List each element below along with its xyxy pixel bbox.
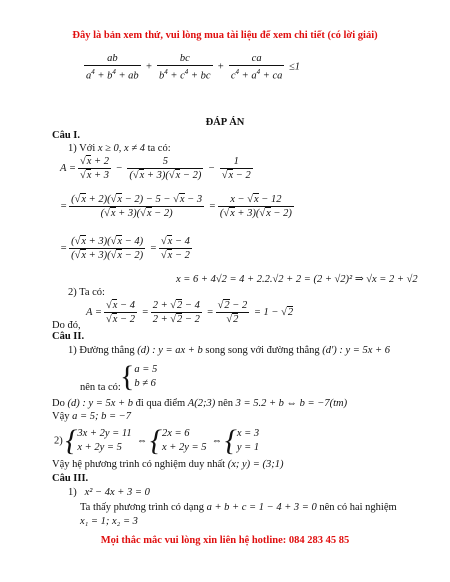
i1-step-3: = $\frac{(√ x + 3)(√ x - 4)}{(√ x + 3)(√ x - 2)}$ = √ x − 4 √ x − 2 [60,235,194,262]
ii2-eq5: x = 3 [236,428,260,439]
iii1-text-line [80,502,397,513]
ii2-system: 2) {3x + 2y = 11 x + 2y = 5 ⇔ {2x = 6 x + 2y = 5 ⇔ {x = 3 y = 1 [54,424,260,457]
i1-expression-a: A = √ x + 2 √ x + 3 − $\frac{5}{(√ x + 3)(√ x - 2)}$ − 1 √ x − 2 [60,155,255,182]
ii2-conclusion-line [52,459,283,470]
ii2-eq6: y = 1 [236,442,260,453]
inequality-expression: $\frac{ab}{a^4 + b^4 + ab}$ + $\frac{bc}{b^4 + c^4 + bc}$ + $\frac{ca}{c^4 + a^4 + ca}$ ≤1 [86,53,301,82]
ii1-conclusion [52,411,131,422]
ii2-conclusion: Vậy hệ phương trình có nghiệm duy nhất [52,459,226,470]
ii1-do-line [52,398,347,409]
iii1-line [68,487,150,498]
ii1-nen: nên ta có: [80,382,121,393]
ii1-line-d2: (d') : y = 5x + 6 [322,345,390,356]
i2-result: A = √ x − 4 √ x − 2 = $\frac{2 + √ 2 - 4}{2 + √ 2 - 2}$ = √ 2 − 2 √ 2 = 1 − √ 2 [86,299,293,326]
ii1-point: A(2;3) [187,398,216,409]
iii1-text: Ta thấy phương trình có dạng [80,502,204,513]
ii1-line-d: (d) : y = ax + b [137,345,203,356]
ii1-system: {a = 5 b ≠ 6 [120,360,158,393]
i1-step-2: = $\frac{(√ x + 2)(√ x - 2) - 5 - √ x - 3}{(√ x + 3)(√ x - 2)}$ = $\frac{x - √ x - 12}{(√ x + 3)(√ x - 2)}$ [60,193,296,220]
ii1-mid: song song với đường thẳng [205,345,320,356]
section-cau-2: Câu II. [52,331,85,342]
ii1-prefix: 1) Đường thẳng [68,345,135,356]
ii1-b: b ≠ 6 [134,378,156,389]
ii1-do: Do [52,398,65,409]
ii1-a: a = 5 [134,364,158,375]
i1-suffix: ta có: [147,143,171,154]
ii1-line-d3: (d) : y = 5x + b [67,398,133,409]
iii1-abc: a + b + c = 1 − 4 + 3 = 0 [206,502,317,513]
ii2-solution: (x; y) = (3;1) [227,459,284,470]
preview-banner: Đây là bản xem thử, vui lòng mua tài liệu để xem chi tiết (có lời giải) [72,30,378,41]
ii1-qua: đi qua điểm [135,398,186,409]
i1-condition: x ≥ 0, x ≠ 4 [97,143,145,154]
ii2-eq3: 2x = 6 [161,428,190,439]
section-cau-1: Câu I. [52,130,81,141]
i2-expression: x = 6 + 4√2 = 4 + 2.2.√2 + 2 = (2 + √2)² ⇒ √x = 2 + √2 [176,274,418,285]
ii2-eq2: x + 2y = 5 [77,442,122,453]
section-cau-3: Câu III. [52,473,89,484]
ii1-nen2: nên [217,398,233,409]
ii2-label: 2) [54,435,63,447]
ii1-line [68,345,390,356]
ii2-eq4: x + 2y = 5 [161,442,207,453]
iii1-equation: x² − 4x + 3 = 0 [84,487,150,498]
i1-line [68,143,171,154]
do-do: Do đó, [52,320,81,331]
answer-title: ĐÁP ÁN [205,117,245,128]
ii1-equation: 3 = 5.2 + b ⇔ b = −7(tm) [235,398,348,409]
ii2-eq1: 3x + 2y = 11 [77,428,132,439]
ii1-result: a = 5; b = −7 [72,411,132,422]
iii1-text2: nên có hai nghiệm [319,502,397,513]
i2-prefix: 2) Ta có: [68,287,105,298]
iii1-label: 1) [68,487,77,498]
i1-prefix: 1) Với [68,143,96,154]
ii1-vay: Vậy [52,411,70,422]
iii1-roots: x₁ = 1; x₂ = 3 [80,516,138,527]
hotline-footer: Mọi thắc mắc vui lòng xin liên hệ hotline: 084 283 45 85 [100,535,350,546]
